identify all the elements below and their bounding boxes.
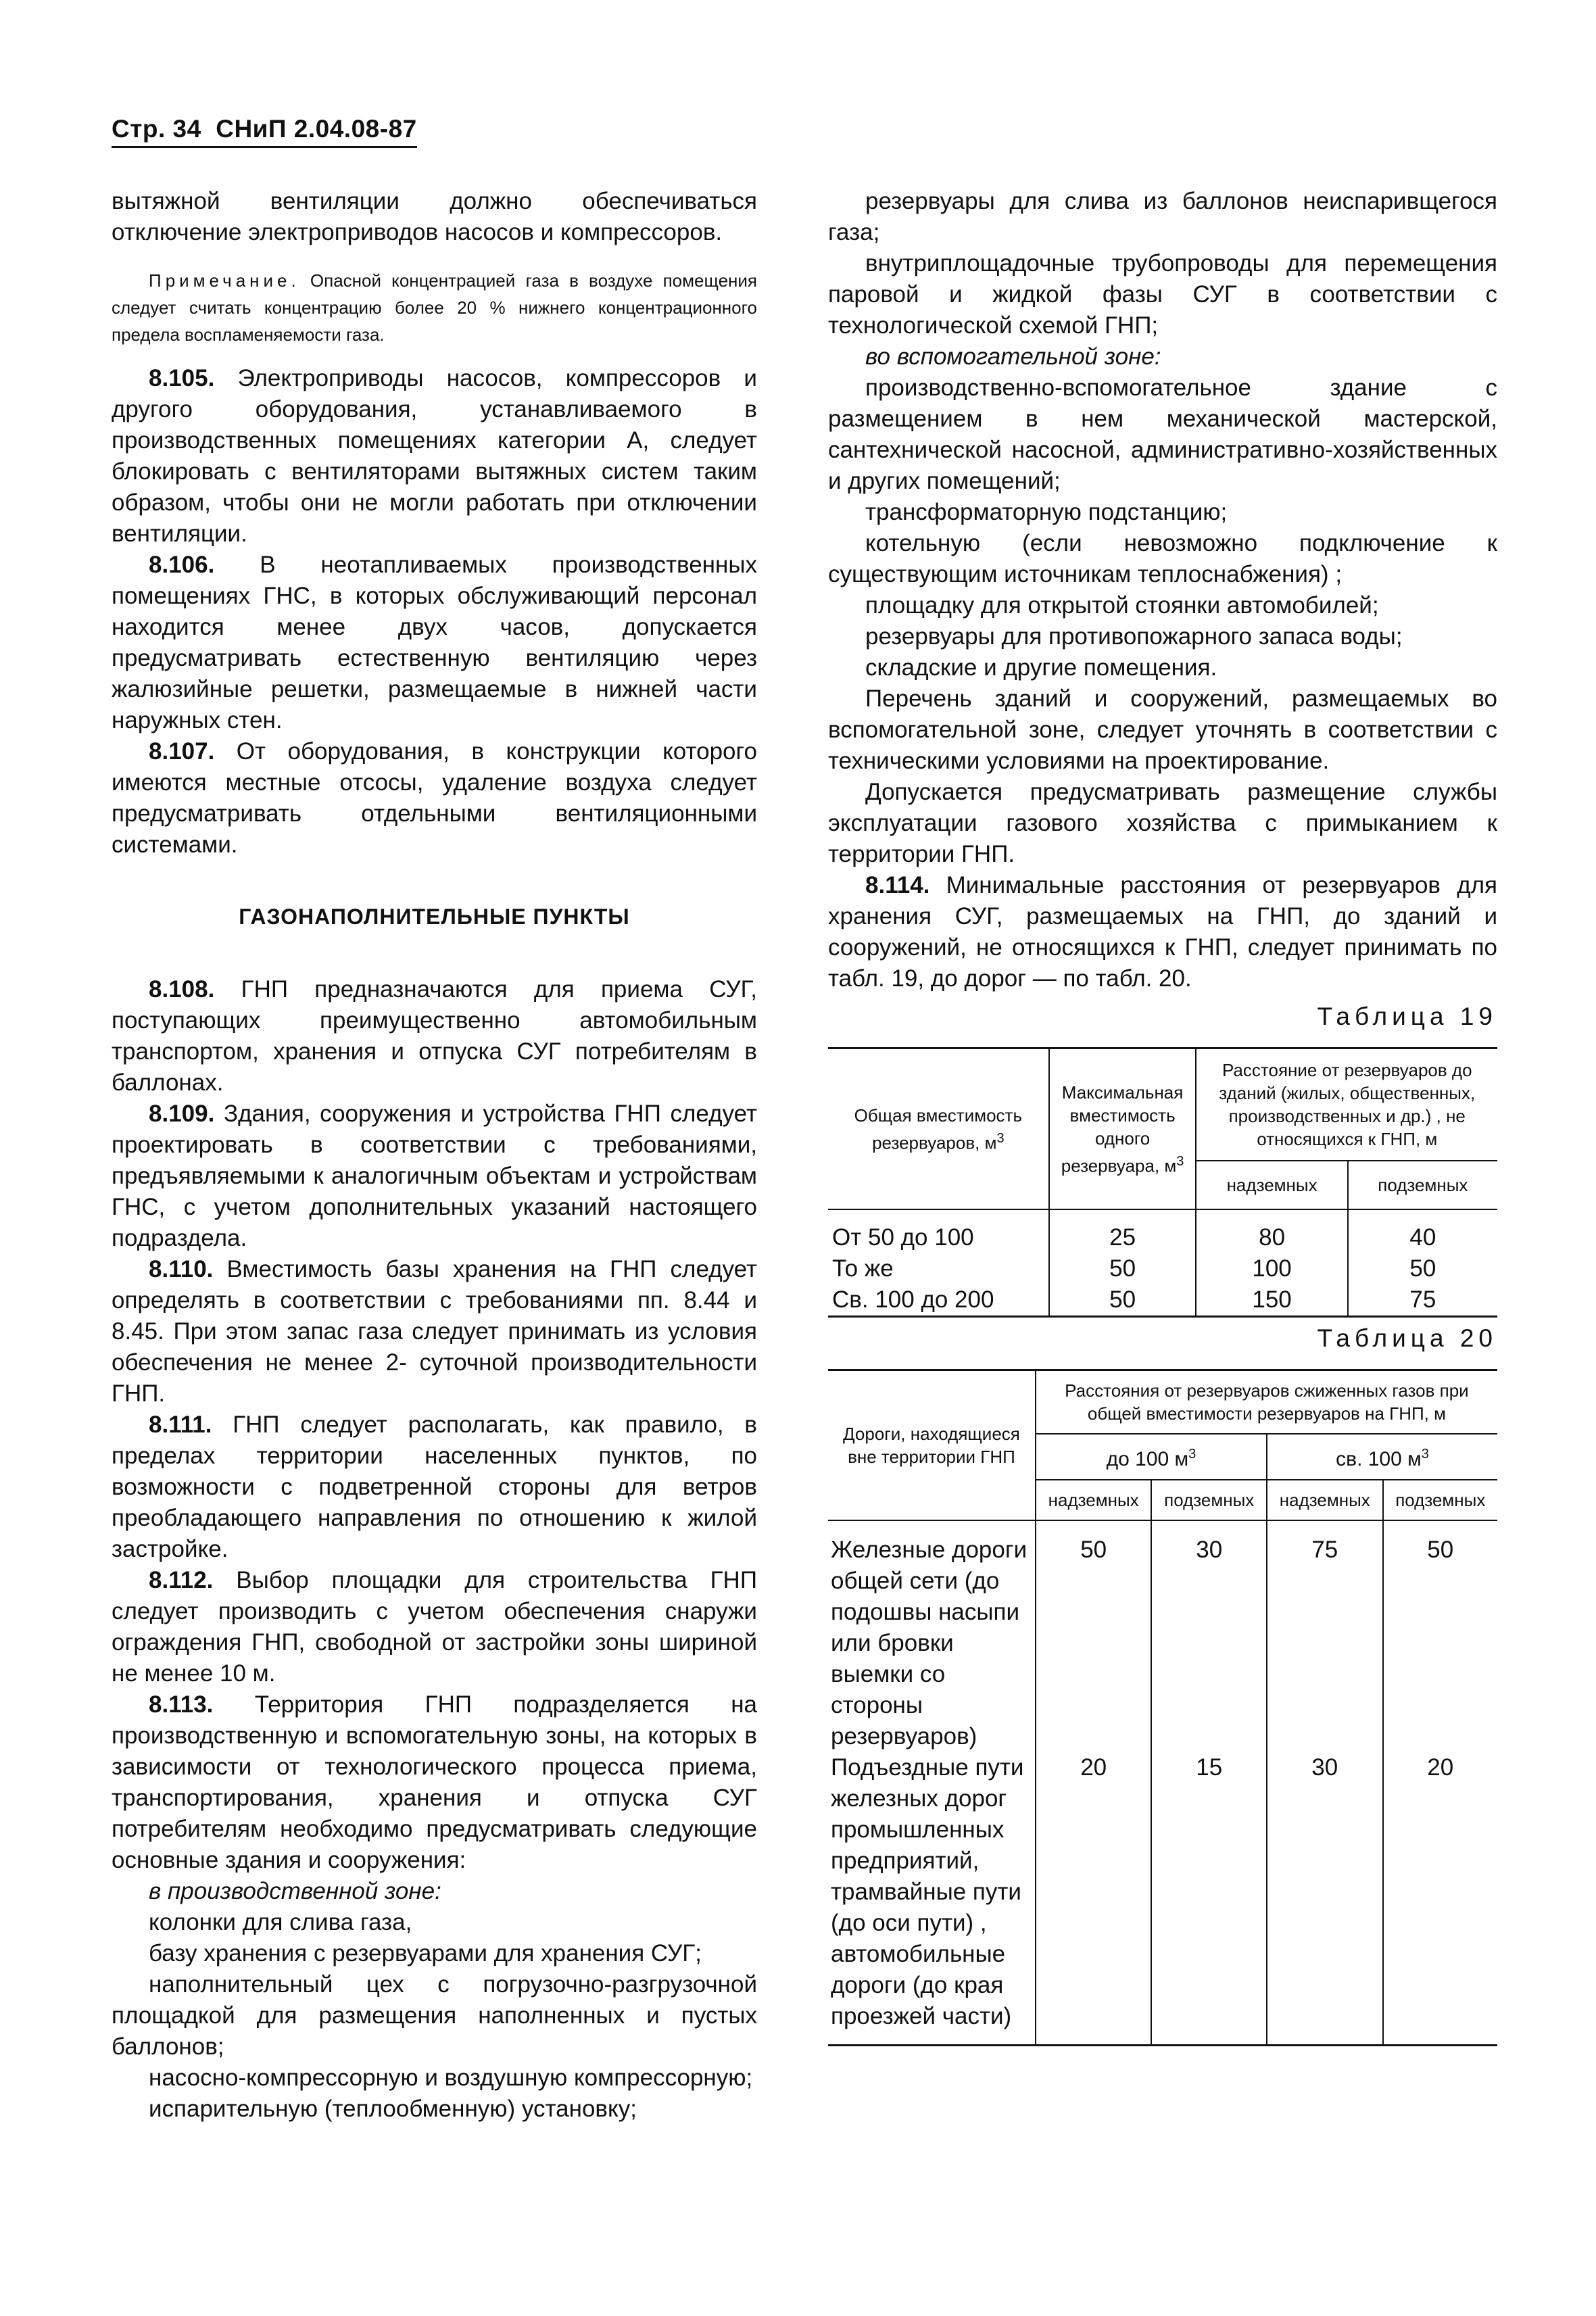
list-item: насосно-компрессорную и воздушную компрессорную;	[149, 2065, 753, 2091]
clause-8-108	[112, 974, 757, 1099]
list-item: резервуары для противопожарного запаса воды;	[865, 623, 1403, 650]
table-subheader: подземных	[1383, 1480, 1497, 1520]
paragraph: вытяжной вентиляции должно обеспечиваться отключение электроприводов насосов и компрессоров.	[112, 188, 757, 245]
clause-text: Минимальные расстояния от резервуаров для хранения СУГ, размещаемых на ГНП, до зданий и сооружений, не относящихся к ГНП, следует принимать по табл. 19, до дорог — по табл. 20.	[828, 872, 1497, 992]
zone-label: в производственной зоне:	[149, 1878, 441, 1904]
table-group-header: до 100 $м^3$	[1036, 1434, 1267, 1480]
table-19	[828, 1047, 1497, 1318]
table-row	[828, 1253, 1497, 1284]
list-item: колонки для слива газа,	[149, 1909, 412, 1935]
table-cell: 25	[1049, 1209, 1196, 1253]
table-row	[828, 1520, 1497, 1752]
clause-8-111	[112, 1409, 757, 1565]
clause-text: ГНП предназначаются для приема СУГ, поступающих преимущественно автомобильным транспортом, хранения и отпуска СУГ потребителям в баллонах.	[112, 976, 757, 1096]
clause-text: ГНП следует располагать, как правило, в пределах территории населенных пунктов, по возможности с подветренной стороны для ветров преобладающего направления по отношению к жилой застройке.	[112, 1412, 757, 1562]
clause-8-106	[112, 550, 757, 736]
section-heading: ГАЗОНАПОЛНИТЕЛЬНЫЕ ПУНКТЫ	[239, 904, 630, 929]
list-item: резервуары для слива из баллонов неиспаривщегося газа;	[828, 188, 1497, 245]
table-cell: Св. 100 до 200	[828, 1284, 1049, 1317]
clause-number: 8.110.	[149, 1256, 214, 1282]
table-group-header: св. 100 $м^3$	[1267, 1434, 1497, 1480]
note	[112, 267, 757, 348]
list-item: складские и другие помещения.	[865, 654, 1217, 681]
list-item: котельную (если невозможно подключение к существующим источникам теплоснабжения) ;	[828, 530, 1497, 587]
table-header: Расстояние от резервуаров до зданий (жилых, общественных, производственных и др.) , не относящихся к ГНП, м	[1196, 1048, 1497, 1161]
clause-8-107	[112, 736, 757, 861]
note-text: Опасной концентрацией газа в воздухе помещения следует считать концентрацию более 20 % нижнего концентрационного предела воспламеняемости газа.	[112, 270, 757, 345]
list-item: внутриплощадочные трубопроводы для перемещения паровой и жидкой фазы СУГ в соответствии с технологической схемой ГНП;	[828, 250, 1497, 339]
note-label: Примечание.	[149, 270, 300, 291]
table-cell: Железные дороги общей сети (до подошвы насыпи или бровки выемки со стороны резервуаров)	[831, 1537, 1027, 1750]
clause-text: Территория ГНП подразделяется на производственную и вспомогательную зоны, на которых в зависимости от технологического процесса приема, транспортирования, хранения и отпуска СУГ потребителям необходимо предусматривать следующие основные здания и сооружения:	[112, 1691, 757, 1873]
table-20-caption: Таблица 20	[1317, 1324, 1497, 1352]
clause-number: 8.108.	[149, 976, 215, 1003]
paragraph: Перечень зданий и сооружений, размещаемых во вспомогательной зоне, следует уточнять в соответствии с техническими условиями на проектирование.	[828, 685, 1497, 774]
table-cell: 20	[1036, 1752, 1152, 2046]
clause-text: Выбор площадки для строительства ГНП следует производить с учетом обеспечения снаружи ограждения ГНП, свободной от застройки зоны шириной не менее 10 м.	[112, 1567, 757, 1687]
table-row	[828, 1752, 1497, 2046]
clause-text: Вместимость базы хранения на ГНП следует определять в соответствии с требованиями пп. 8.44 и 8.45. При этом запас газа следует принимать из условия обеспечения не менее 2- суточной производительности ГНП.	[112, 1256, 757, 1407]
table-row	[828, 1284, 1497, 1317]
right-column	[828, 186, 1497, 2046]
table-19-caption: Таблица 19	[1317, 1003, 1497, 1030]
clause-text: Здания, сооружения и устройства ГНП следует проектировать в соответствии с требованиями, предъявляемыми к аналогичным объектам и устройствам ГНС, с учетом дополнительных указаний настоящего подраздела.	[112, 1101, 757, 1251]
table-cell: От 50 до 100	[832, 1224, 974, 1251]
table-row	[828, 1209, 1497, 1253]
table-cell: 30	[1151, 1520, 1267, 1752]
table-cell: 100	[1196, 1253, 1347, 1284]
clause-number: 8.106.	[149, 552, 215, 578]
list-item: испарительную (теплообменную) установку;	[149, 2096, 637, 2122]
table-cell: 75	[1348, 1284, 1497, 1317]
clause-number: 8.107.	[149, 738, 215, 765]
clause-8-113	[112, 1689, 757, 1876]
table-cell: То же	[832, 1255, 894, 1282]
table-subheader: подземных	[1348, 1161, 1497, 1209]
list-item: площадку для открытой стоянки автомобилей;	[865, 592, 1379, 619]
table-header: Расстояния от резервуаров сжиженных газов при общей вместимости резервуаров на ГНП, м	[1036, 1370, 1497, 1434]
table-cell: 40	[1348, 1209, 1497, 1253]
clause-number: 8.113.	[149, 1691, 214, 1718]
table-cell: 50	[1049, 1284, 1196, 1317]
table-cell: 50	[1383, 1520, 1497, 1752]
list-item: наполнительный цех с погрузочно-разгрузочной площадкой для размещения наполненных и пустых баллонов;	[112, 1971, 757, 2060]
table-cell: 80	[1196, 1209, 1347, 1253]
table-subheader: подземных	[1151, 1480, 1267, 1520]
table-cell: 50	[1049, 1253, 1196, 1284]
table-subheader: надземных	[1267, 1480, 1383, 1520]
clause-number: 8.112.	[149, 1567, 214, 1593]
zone-label: во вспомогательной зоне:	[865, 343, 1161, 370]
page-header	[112, 115, 417, 148]
clause-number: 8.105.	[149, 365, 215, 391]
left-column	[112, 186, 757, 2125]
clause-number: 8.109.	[149, 1101, 215, 1127]
header-rule	[112, 115, 417, 148]
clause-text: Электроприводы насосов, компрессоров и другого оборудования, устанавливаемого в производственных помещениях категории А, следует блокировать с вентиляторами вытяжных систем таким образом, чтобы они не могли работать при отключении вентиляции.	[112, 365, 757, 547]
list-item: трансформаторную подстанцию;	[865, 499, 1228, 525]
document-code: СНиП 2.04.08-87	[216, 115, 417, 143]
table-cell: 15	[1151, 1752, 1267, 2046]
clause-text: От оборудования, в конструкции которого имеются местные отсосы, удаление воздуха следует предусматривать отдельными вентиляционными системами.	[112, 738, 757, 858]
clause-8-112	[112, 1565, 757, 1689]
clause-8-114	[828, 870, 1497, 994]
table-cell: 75	[1267, 1520, 1383, 1752]
table-subheader: надземных	[1196, 1161, 1347, 1209]
page-number: Стр. 34	[112, 115, 201, 143]
clause-text: В неотапливаемых производственных помещениях ГНС, в которых обслуживающий персонал находится менее двух часов, допускается предусматривать естественную вентиляцию через жалюзийные решетки, размещаемые в нижней части наружных стен.	[112, 552, 757, 733]
table-header: Дороги, находящиеся вне территории ГНП	[828, 1370, 1036, 1521]
table-header: Максимальная вместимость одного резервуара, $м^3$	[1049, 1048, 1196, 1210]
table-header: Общая вместимость резервуаров, $м^3$	[828, 1048, 1049, 1210]
table-subheader: надземных	[1036, 1480, 1152, 1520]
clause-8-110	[112, 1254, 757, 1409]
list-item: базу хранения с резервуарами для хранения СУГ;	[149, 1940, 702, 1967]
table-cell: 30	[1267, 1752, 1383, 2046]
paragraph: Допускается предусматривать размещение службы эксплуатации газового хозяйства с примыканием к территории ГНП.	[828, 779, 1497, 867]
clause-8-105	[112, 363, 757, 550]
table-cell: 150	[1196, 1284, 1347, 1317]
list-item: производственно-вспомогательное здание с размещением в нем механической мастерской, сантехнической насосной, административно-хозяйственных и других помещений;	[828, 375, 1497, 494]
table-cell: 20	[1383, 1752, 1497, 2046]
table-20	[828, 1369, 1497, 2046]
table-cell: 50	[1348, 1253, 1497, 1284]
clause-number: 8.114.	[865, 872, 930, 898]
table-cell: 50	[1036, 1520, 1152, 1752]
clause-8-109	[112, 1099, 757, 1254]
table-cell: Подъездные пути железных дорог промышленных предприятий, трамвайные пути (до оси пути) , автомобильные дороги (до края проезжей части)	[828, 1752, 1036, 2046]
clause-number: 8.111.	[149, 1412, 212, 1438]
